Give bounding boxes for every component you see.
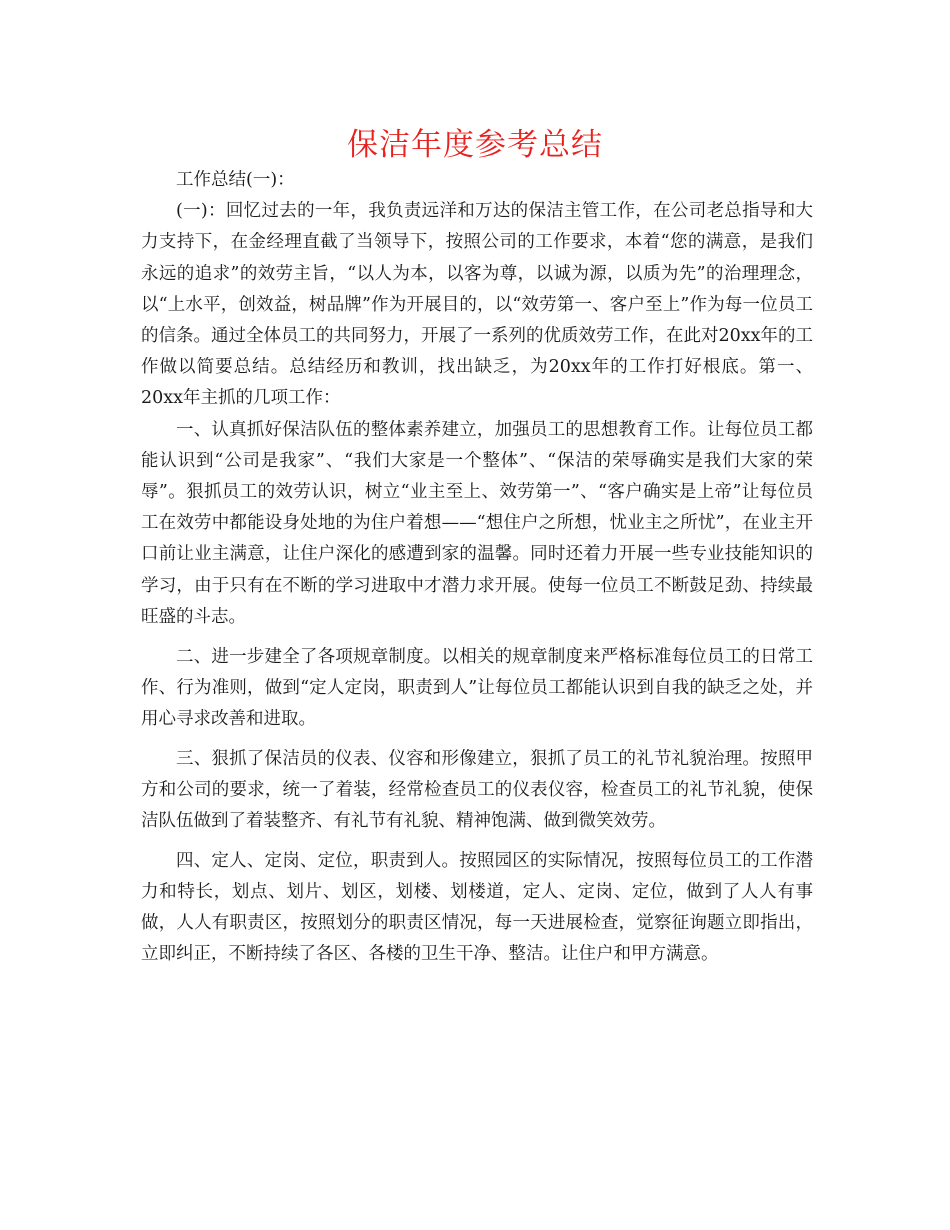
paragraph-item-4: 四、定人、定岗、定位，职责到人。按照园区的实际情况，按照每位员工的工作潜力和特长，划点、划片、划区，划楼、划楼道，定人、定岗、定位，做到了人人有事做，人人有职责区，按照划分的职责区情况，每一天进展检查，觉察征询题立即指出，立即纠正，不断持续了各区、各楼的卫生干净、整洁。让住户和甲方满意。 — [141, 850, 813, 965]
paragraph-item-2: 二、进一步建全了各项规章制度。以相关的规章制度来严格标准每位员工的日常工作、行为准则，做到“定人定岗，职责到人”让每位员工都能认识到自我的缺乏之处，并用心寻求改善和进取。 — [141, 646, 813, 729]
paragraph-intro: (一)：回忆过去的一年，我负责远洋和万达的保洁主管工作，在公司老总指导和大力支持下，在金经理直截了当领导下，按照公司的工作要求，本着“您的满意，是我们永远的追求”的效劳主旨，“以人为本，以客为尊，以诚为源，以质为先”的治理理念，以“上水平，创效益，树品牌”作为开展目的，以“效劳第一、客户至上”作为每一位员工的信条。通过全体员工的共同努力，开展了一系列的优质效劳工作，在此对20xx年的工作做以简要总结。总结经历和教训，找出缺乏，为20xx年的工作打好根底。第一、20xx年主抓的几项工作： — [141, 201, 814, 409]
paragraph-item-3: 三、狠抓了保洁员的仪表、仪容和形像建立，狠抓了员工的礼节礼貌治理。按照甲方和公司的要求，统一了着装，经常检查员工的仪表仪容，检查员工的礼节礼貌，使保洁队伍做到了着装整齐、有礼节有礼貌、精神饱满、做到微笑效劳。 — [141, 748, 813, 832]
paragraph-heading: 工作总结(一)： — [176, 170, 295, 190]
document-body — [141, 165, 813, 979]
paragraph-item-1: 一、认真抓好保洁队伍的整体素养建立，加强员工的思想教育工作。让每位员工都能认识到“公司是我家”、“我们大家是一个整体”、“保洁的荣辱确实是我们大家的荣辱”。狠抓员工的效劳认识，树立“业主至上、效劳第一”、“客户确实是上帝”让每位员工在效劳中都能设身处地的为住户着想——“想住户之所想，忧业主之所忧”，在业主开口前让业主满意，让住户深化的感遭到家的温馨。同时还着力开展一些专业技能知识的学习，由于只有在不断的学习进取中才潜力求开展。使每一位员工不断鼓足劲、持续最旺盛的斗志。 — [141, 419, 813, 627]
document-title: 保洁年度参考总结 — [347, 127, 603, 163]
